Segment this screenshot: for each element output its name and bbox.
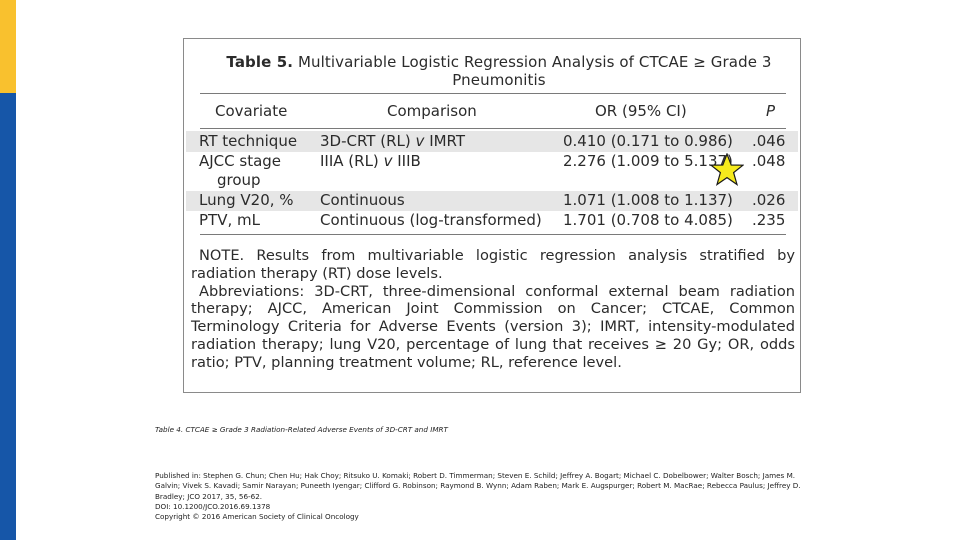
left-accent-bar-blue — [0, 93, 16, 540]
header-or: OR (95% CI) — [595, 102, 687, 120]
publication-doi: DOI: 10.1200/JCO.2016.69.1378 — [155, 501, 271, 511]
row2-or: 2.276 (1.009 to 5.137) — [563, 152, 733, 170]
table-5-figure — [183, 38, 801, 393]
header-rule — [200, 128, 786, 129]
table-abbreviations: Abbreviations: 3D-CRT, three-dimensional conformal external beam radiation therapy; AJCC, American Joint Commission on Cancer; CTCAE, Common Terminology Criteria for Adverse Events (version 3); IMRT, intensity-modulated radiation therapy; lung V20, percentage of lung that receives ≥ 20 Gy; OR, odds ratio; PTV, planning treatment volume; RL, reference level. — [191, 282, 795, 371]
publication-authors-line1: Published in: Stephen G. Chun; Chen Hu; Hak Choy; Ritsuko U. Komaki; Robert D. Timmerman; Steven E. Schild; Jeffrey A. Bogart; Michael C. Dobelbower; Walter Bosch; James M. — [155, 471, 796, 480]
left-accent-bar-yellow — [0, 0, 16, 93]
header-comparison: Comparison — [387, 102, 477, 120]
publication-info — [155, 471, 815, 522]
row2-comparison: IIIA (RL) v IIIB — [320, 152, 421, 170]
row4-comparison: Continuous (log-transformed) — [320, 211, 542, 229]
row4-or: 1.701 (0.708 to 4.085) — [563, 211, 733, 229]
row1-p: .046 — [752, 132, 786, 150]
publication-copyright: Copyright © 2016 American Society of Clinical Oncology — [155, 512, 359, 522]
row3-p: .026 — [752, 191, 786, 209]
row4-p: .235 — [752, 211, 786, 229]
row1-comparison: 3D-CRT (RL) v IMRT — [320, 132, 466, 150]
table-note: NOTE. Results from multivariable logistic regression analysis stratified by radiation therapy (RT) dose levels. — [191, 247, 795, 282]
star-icon — [710, 153, 744, 187]
bottom-rule — [200, 234, 786, 235]
table-notes — [191, 247, 795, 372]
table-title-text: Multivariable Logistic Regression Analysis of CTCAE ≥ Grade 3 Pneumonitis — [297, 53, 772, 89]
row2-p: .048 — [752, 152, 786, 170]
row2-covariate: AJCC stage — [199, 152, 282, 170]
row1-covariate: RT technique — [199, 132, 298, 150]
table-number: Table 5. — [226, 53, 294, 71]
figure-caption: Table 4. CTCAE ≥ Grade 3 Radiation-Related Adverse Events of 3D-CRT and IMRT — [155, 425, 448, 434]
row3-or: 1.071 (1.008 to 1.137) — [563, 191, 733, 209]
row3-comparison: Continuous — [320, 191, 405, 209]
row2-covariate-cont: group — [217, 171, 261, 189]
row1-or: 0.410 (0.171 to 0.986) — [563, 132, 733, 150]
header-covariate: Covariate — [215, 102, 288, 120]
top-rule — [200, 93, 786, 94]
publication-citation: Bradley; JCO 2017, 35, 56-62. — [155, 491, 263, 501]
row4-covariate: PTV, mL — [199, 211, 260, 229]
row3-covariate: Lung V20, % — [199, 191, 294, 209]
header-p: P — [766, 102, 776, 120]
publication-authors-line2: Galvin; Vivek S. Kavadi; Samir Narayan; Puneeth Iyengar; Clifford G. Robinson; Raymond B. Wynn; Adam Raben; Mark E. Augspurger; Robert M. MacRae; Rebecca Paulus; Jeffrey D. — [155, 481, 801, 491]
table-title — [212, 53, 786, 89]
